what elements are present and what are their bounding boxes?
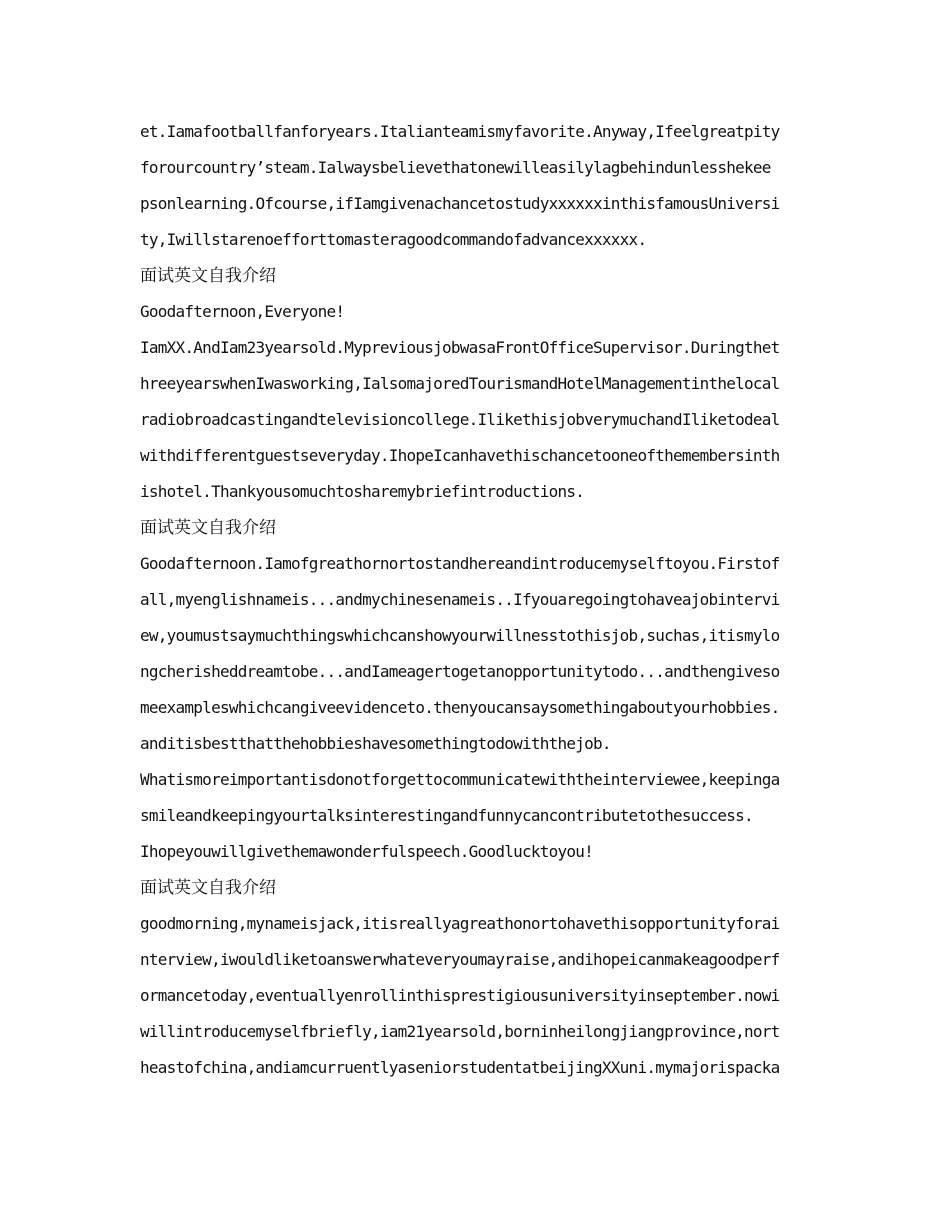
document-page <box>140 114 812 1086</box>
text-line: Goodafternoon.Iamofgreathornortostandhereandintroducemyselftoyou.Firstof <box>140 554 780 573</box>
text-line: hreeyearswhenIwasworking,IalsomajoredTourismandHotelManagementinthelocal <box>140 374 780 393</box>
text-line: ishotel.Thankyousomuchtosharemybriefintroductions. <box>140 482 585 501</box>
text-line: ew,youmustsaymuchthingswhichcanshowyourwillnesstothisjob,suchas,itismylo <box>140 626 780 645</box>
text-line: et.Iamafootballfanforyears.Italianteamismyfavorite.Anyway,Ifeelgreatpity <box>140 122 780 141</box>
text-line: forourcountry’steam.Ialwaysbelievethatonewilleasilylagbehindunlesshekee <box>140 158 771 177</box>
text-line: ty,Iwillstarenoefforttomasteragoodcommandofadvancexxxxxx. <box>140 230 647 249</box>
text-line: nterview,iwouldliketoanswerwhateveryoumayraise,andihopeicanmakeagoodperf <box>140 950 780 969</box>
section-heading: 面试英文自我介绍 <box>140 518 276 538</box>
text-line: Ihopeyouwillgivethemawonderfulspeech.Goodlucktoyou! <box>140 842 594 861</box>
text-line: willintroducemyselfbriefly,iam21yearsold,borninheilongjiangprovince,nort <box>140 1022 780 1041</box>
text-line: ormancetoday,eventuallyenrollinthisprestigiousuniversityinseptember.nowi <box>140 986 780 1005</box>
text-line: psonlearning.Ofcourse,ifIamgivenachancetostudyxxxxxxinthisfamousUniversi <box>140 194 780 213</box>
text-line: smileandkeepingyourtalksinterestingandfunnycancontributetothesuccess. <box>140 806 753 825</box>
text-line: all,myenglishnameis...andmychinesenameis..Ifyouaregoingtohaveajobintervi <box>140 590 780 609</box>
text-line: ngcherisheddreamtobe...andIameagertogetanopportunitytodo...andthengiveso <box>140 662 780 681</box>
text-line: anditisbestthatthehobbieshavesomethingtodowiththejob. <box>140 734 611 753</box>
text-line: goodmorning,mynameisjack,itisreallyagreathonortohavethisopportunityforai <box>140 914 780 933</box>
text-line: withdifferentguestseveryday.IhopeIcanhavethischancetooneofthemembersinth <box>140 446 780 465</box>
text-line: heastofchina,andiamcurruentlyaseniorstudentatbeijingXXuni.mymajorispacka <box>140 1058 780 1077</box>
text-line: Goodafternoon,Everyone! <box>140 302 345 321</box>
section-heading: 面试英文自我介绍 <box>140 266 276 286</box>
text-line: Whatismoreimportantisdonotforgettocommunicatewiththeinterviewee,keepinga <box>140 770 780 789</box>
text-line: IamXX.AndIam23yearsold.MypreviousjobwasaFrontOfficeSupervisor.Duringthet <box>140 338 780 357</box>
text-line: meexampleswhichcangiveevidenceto.thenyoucansaysomethingaboutyourhobbies. <box>140 698 780 717</box>
section-heading: 面试英文自我介绍 <box>140 878 276 898</box>
text-line: radiobroadcastingandtelevisioncollege.IlikethisjobverymuchandIliketodeal <box>140 410 780 429</box>
